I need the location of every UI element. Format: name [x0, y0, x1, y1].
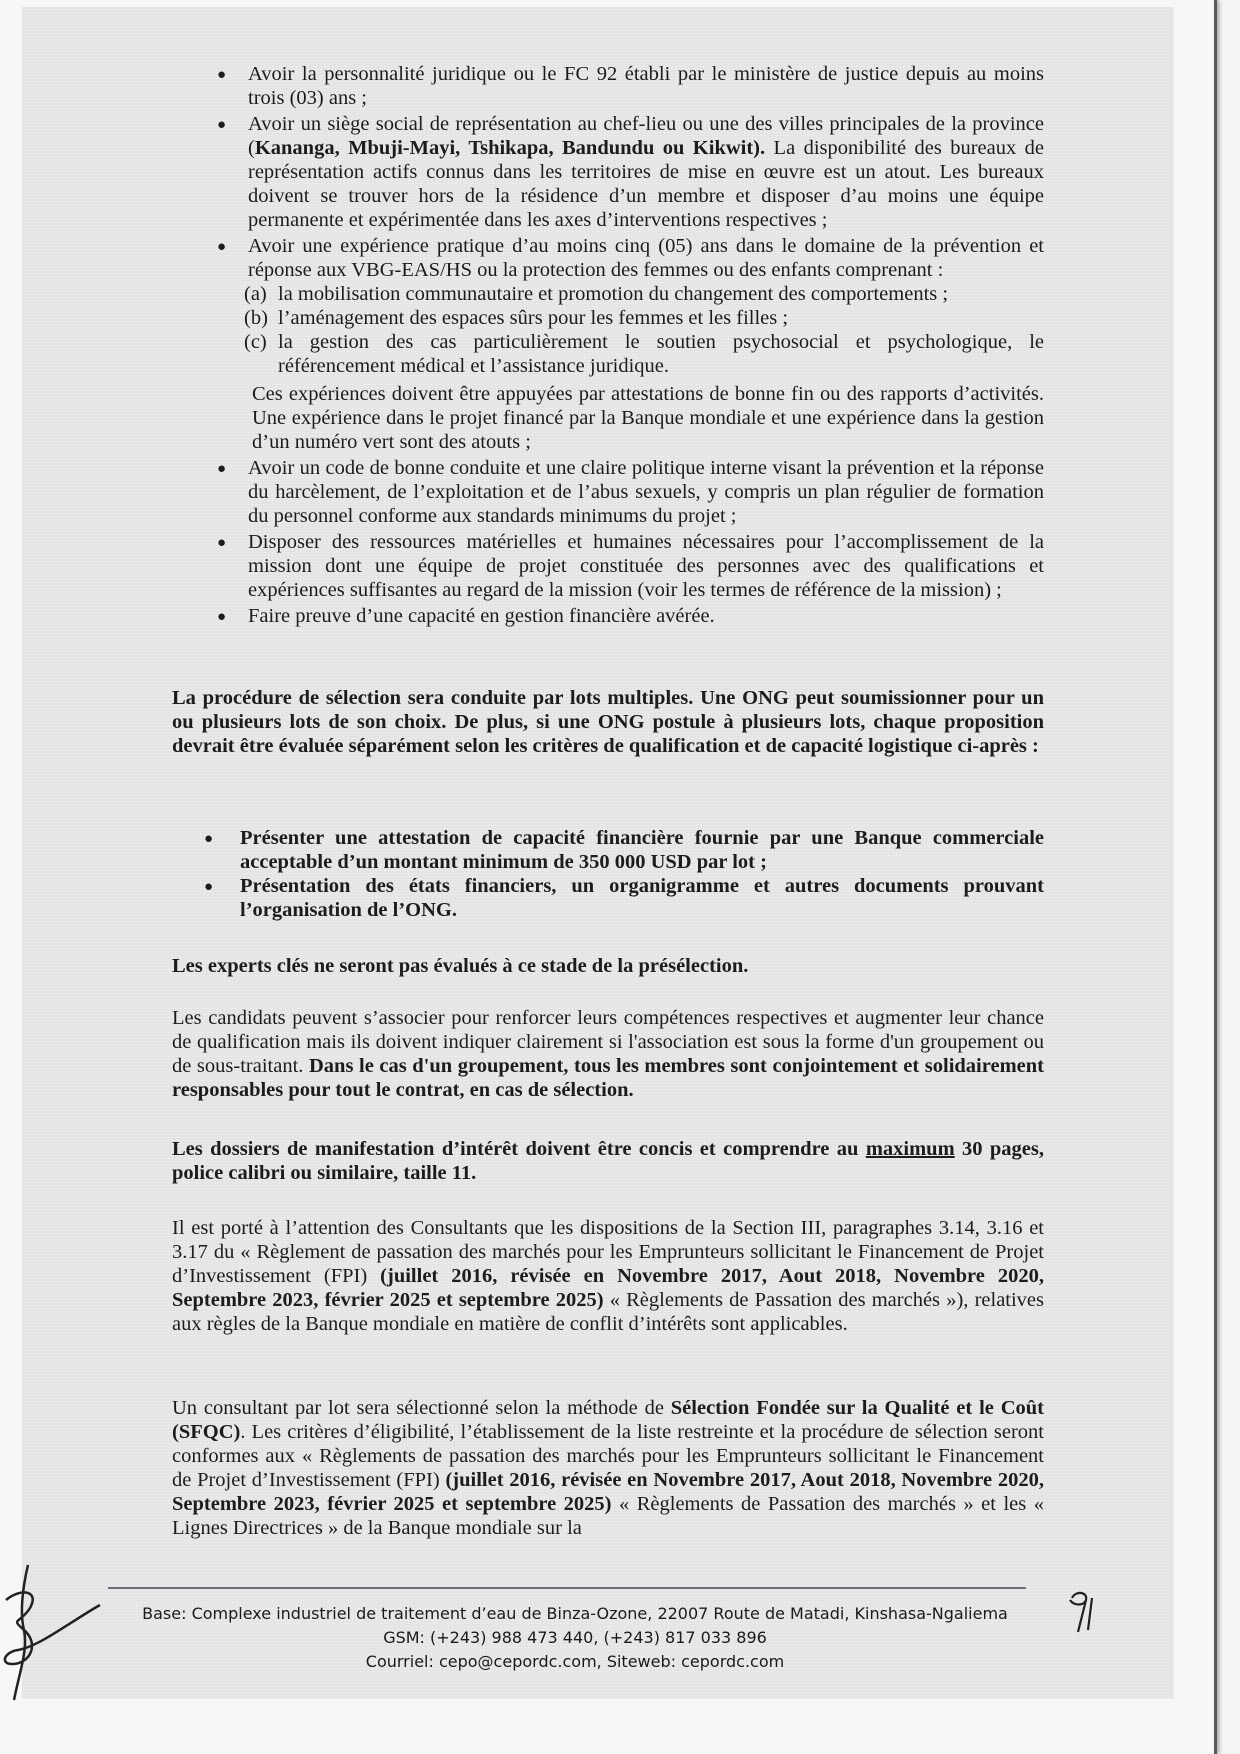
list-item: ● Faire preuve d’une capacité en gestion financière avérée. [217, 605, 715, 627]
bullet-icon: ● [204, 879, 214, 895]
dossiers-paragraph: Les dossiers de manifestation d’intérêt doivent être concis et comprendre au maximum 30 pages, police calibri ou similaire, taille 11. [172, 1138, 1045, 1184]
experience-followup: Ces expériences doivent être appuyées par attestations de bonne fin ou des rapports d’activités. Une expérience dans le projet financé par la Banque mondiale et une expérience dans la gestion d’un numéro vert sont des atouts ; [252, 383, 1044, 453]
consultant-paragraph: Un consultant par lot sera sélectionné selon la méthode de Sélection Fondée sur la Qualité et le Coût (SFQC). Les critères d’éligibilité, l’établissement de la liste restreinte et la procédure de sélection seront conformes aux « Règlements de passation des marchés pour les Emprunteurs sollicitant le Financement de Projet d’Investissement (FPI) (juillet 2016, révisée en Novembre 2017, Aout 2018, Novembre 2020, Septembre 2023, février 2025 et septembre 2025) « Règlements de Passation des marchés » et les « Lignes Directrices » de la Banque mondiale sur la [172, 1397, 1044, 1539]
bullet-icon: ● [217, 461, 227, 477]
bullet-icon: ● [217, 609, 227, 625]
list-item: ● Avoir un siège social de représentation au chef-lieu ou une des villes principales de la province (Kananga, Mbuji-Mayi, Tshikapa, Bandundu ou Kikwit). La disponibilité des bureaux de représentation actifs connus dans les territoires de mise en œuvre est un atout. Les bureaux doivent se trouver hors de la résidence d’un membre et disposer d’au moins une équipe permanente et expérimentée dans les axes d’interventions respectives ; [217, 113, 1044, 231]
list-item: ● Avoir un code de bonne conduite et une claire politique interne visant la prévention et la réponse du harcèlement, de l’exploitation et de l’abus sexuels, y compris un plan régulier de formation du personnel conforme aux standards minimums du projet ; [217, 457, 1044, 527]
list-item: ● Avoir une expérience pratique d’au moins cinq (05) ans dans le domaine de la prévention et réponse aux VBG-EAS/HS ou la protection des femmes ou des enfants comprenant : (a) la mobilisation communautaire et promotion du changement des comportements ; (b) l’aménagement des espaces sûrs pour les femmes et les filles ; (c) la gestion des cas particulièrement le soutien psychosocial et psychologique, le référencement médical et l’assistance juridique. Ces expériences doivent être appuyées par attestations de bonne fin ou des rapports d’activités. Une expérience dans le projet financé par la Banque mondiale et une expérience dans la gestion d’un numéro vert sont des atouts ; [217, 235, 1044, 453]
list-item: ● Présentation des états financiers, un organigramme et autres documents prouvant l’organisation de l’ONG. [204, 875, 1044, 921]
association-paragraph: Les candidats peuvent s’associer pour renforcer leurs compétences respectives et augmenter leur chance de qualification mais ils doivent indiquer clairement si l'association est sous la forme d'un groupement ou de sous-traitant. Dans le cas d'un groupement, tous les membres sont conjointement et solidairement responsables pour tout le contrat, en cas de sélection. [172, 1007, 1044, 1101]
sub-list-item: (b) l’aménagement des espaces sûrs pour les femmes et les filles ; [244, 307, 789, 329]
handwritten-page-number [1062, 1588, 1102, 1638]
procedure-paragraph: La procédure de sélection sera conduite par lots multiples. Une ONG peut soumissionner pour un ou plusieurs lots de son choix. De plus, si une ONG postule à plusieurs lots, chaque proposition devrait être évaluée séparément selon les critères de qualification et de capacité logistique ci-après : [172, 687, 1044, 757]
sub-list [244, 282, 1044, 378]
sub-list-item: (a) la mobilisation communautaire et promotion du changement des comportements ; [244, 283, 949, 305]
sub-list-item: (c) la gestion des cas particulièrement le soutien psychosocial et psychologique, le référencement médical et l’assistance juridique. [244, 331, 1044, 377]
list-item: ● Avoir la personnalité juridique ou le FC 92 établi par le ministère de justice depuis au moins trois (03) ans ; [217, 63, 1044, 109]
bullet-icon: ● [217, 535, 227, 551]
footer-contact: Courriel: cepo@cepordc.com, Siteweb: cepordc.com [365, 1652, 785, 1671]
list-item: ● Présenter une attestation de capacité financière fournie par une Banque commerciale acceptable d’un montant minimum de 350 000 USD par lot ; [204, 827, 1044, 873]
attention-paragraph: Il est porté à l’attention des Consultants que les dispositions de la Section III, paragraphes 3.14, 3.16 et 3.17 du « Règlement de passation des marchés pour les Emprunteurs sollicitant le Financement de Projet d’Investissement (FPI) (juillet 2016, révisée en Novembre 2017, Aout 2018, Novembre 2020, Septembre 2023, février 2025 et septembre 2025) « Règlements de Passation des marchés »), relatives aux règles de la Banque mondiale en matière de conflit d’intérêts sont applicables. [172, 1217, 1045, 1335]
bullet-icon: ● [217, 67, 227, 83]
bullet-icon: ● [217, 117, 227, 133]
list-item: ● Disposer des ressources matérielles et humaines nécessaires pour l’accomplissement de la mission dont une équipe de projet constituée des personnes avec des qualifications et expériences suffisantes au regard de la mission (voir les termes de référence de la mission) ; [217, 531, 1044, 601]
footer-address: Base: Complexe industriel de traitement d’eau de Binza-Ozone, 22007 Route de Matadi, Kinshasa-Ngaliema [142, 1604, 1008, 1623]
experts-paragraph: Les experts clés ne seront pas évalués à ce stade de la présélection. [172, 955, 749, 977]
bullet-icon: ● [217, 239, 227, 255]
footer-phone: GSM: (+243) 988 473 440, (+243) 817 033 896 [383, 1628, 767, 1647]
logistic-criteria-list [200, 826, 1044, 922]
page-number-text [1108, 1600, 1109, 1601]
footer-divider [108, 1587, 1026, 1589]
eligibility-criteria-list [208, 62, 1044, 628]
signature-icon [0, 1560, 110, 1710]
bullet-icon: ● [204, 831, 214, 847]
